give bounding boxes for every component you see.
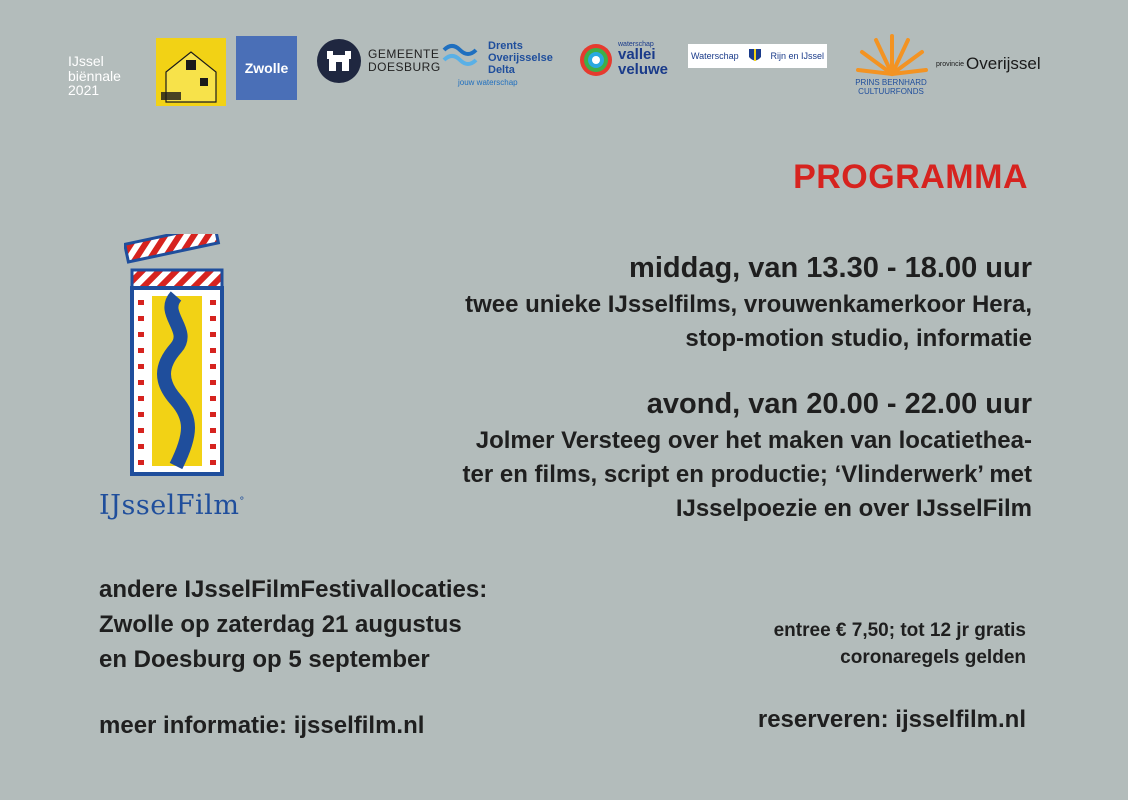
vallei-line: vallei — [618, 46, 656, 64]
evening-line: ter en films, script en productie; ‘Vlinderwerk’ met — [462, 461, 1032, 488]
clapperboard-icon — [124, 234, 228, 478]
pb-line: CULTUURFONDS — [858, 87, 924, 97]
drents-line: Delta — [488, 64, 515, 77]
locations-line: andere IJsselFilmFestivallocaties: — [99, 576, 488, 603]
drents-subtitle: jouw waterschap — [458, 78, 518, 87]
zwolle-logo: Zwolle — [236, 36, 297, 100]
rijn-line: Waterschap — [691, 51, 739, 61]
pb-line: PRINS BERNHARD — [855, 78, 927, 87]
evening-line: IJsselpoezie en over IJsselFilm — [675, 495, 1032, 522]
shield-icon — [748, 48, 762, 64]
wave-icon — [442, 40, 482, 72]
entry-line: coronaregels gelden — [840, 647, 1026, 668]
drop-icon — [578, 40, 614, 78]
gemeente-doesburg-logo — [316, 38, 441, 84]
midday-description — [465, 288, 1032, 356]
midday-line: twee unieke IJsselfilms, vrouwenkamerkoor Hera, — [465, 291, 1032, 318]
vallei-veluwe-logo — [578, 40, 668, 78]
other-locations — [99, 572, 487, 677]
yellow-house-logo — [156, 38, 226, 106]
midday-line: stop-motion studio, informatie — [685, 325, 1032, 352]
gemeente-line: DOESBURG — [368, 60, 441, 74]
drents-line: Drents — [488, 40, 523, 52]
prins-bernhard-cultuurfonds-logo — [852, 78, 930, 96]
evening-description — [463, 424, 1032, 526]
drents-line: Overijsselse — [488, 52, 553, 65]
vallei-line: veluwe — [618, 60, 669, 78]
evening-heading: avond, van 20.00 - 22.00 uur — [646, 388, 1032, 420]
biennale-line: 2021 — [68, 82, 100, 99]
sun-rays-icon — [854, 30, 930, 78]
gemeente-line: GEMEENTE — [368, 47, 440, 62]
locations-line: en Doesburg op 5 september — [99, 646, 430, 673]
midday-heading: middag, van 13.30 - 18.00 uur — [629, 252, 1032, 284]
rijn-line: Rijn en IJssel — [770, 51, 824, 61]
more-info-link[interactable]: meer informatie: ijsselfilm.nl — [99, 712, 425, 739]
evening-line: Jolmer Versteeg over het maken van locatiethea- — [475, 427, 1032, 454]
brand-name: IJsselFilm — [99, 490, 240, 521]
vallei-small-label: waterschap — [618, 41, 654, 49]
reserve-link[interactable]: reserveren: ijsselfilm.nl — [757, 706, 1026, 733]
locations-line: Zwolle op zaterdag 21 augustus — [99, 611, 462, 638]
biennale-line: biënnale — [68, 67, 121, 84]
doesburg-crest-icon — [316, 38, 362, 84]
drents-overijsselse-delta-logo — [442, 40, 553, 76]
entry-info — [774, 617, 1026, 671]
brand-wordmark — [99, 490, 245, 521]
waterschap-rijn-ijssel-logo — [688, 44, 827, 68]
provincie-overijssel-logo — [936, 54, 1041, 74]
ov-small-label: provincie — [936, 60, 965, 68]
ov-main-label: Overijssel — [966, 54, 1041, 73]
biennale-line: IJssel — [68, 53, 104, 69]
page-title: PROGRAMMA — [793, 158, 1028, 196]
brand-mark: ° — [239, 496, 245, 507]
entry-line: entree € 7,50; tot 12 jr gratis — [773, 620, 1026, 641]
ijssel-biennale-logo — [68, 54, 121, 98]
